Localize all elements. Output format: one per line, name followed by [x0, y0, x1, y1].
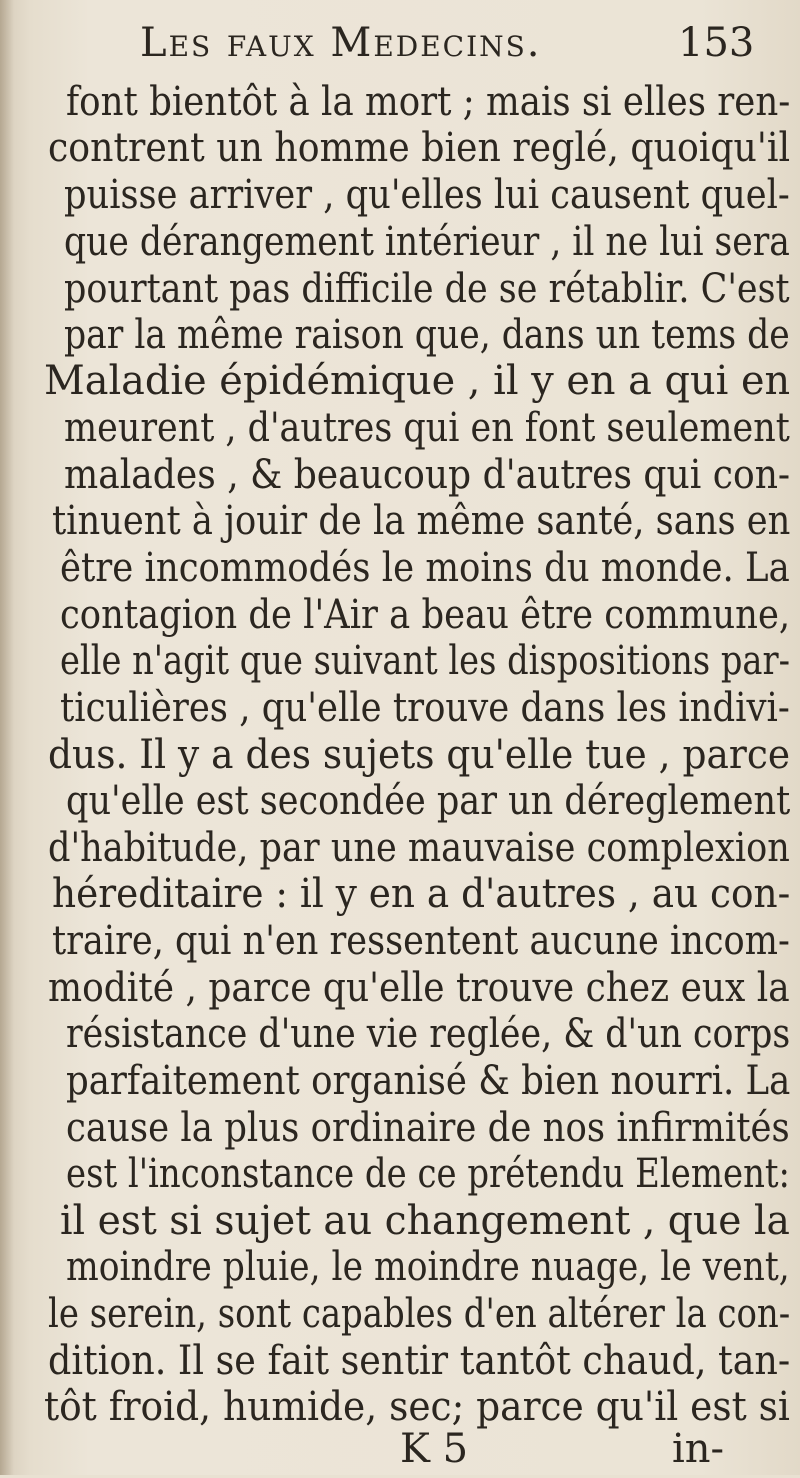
text-line: parfaitement organisé & bien nourri. La [66, 1058, 791, 1104]
text-line: héreditaire : il y en a d'autres , au con- [52, 871, 791, 917]
text-line: est l'inconstance de ce prétendu Element: [66, 1151, 790, 1197]
text-line: pourtant pas difficile de se rétablir. C'est [64, 266, 790, 312]
text-line: modité , parce qu'elle trouve chez eux la [48, 965, 790, 1011]
text-line: il est si sujet au changement , que la [60, 1198, 790, 1244]
text-line: cause la plus ordinaire de nos infirmités [66, 1105, 790, 1151]
text-line: dition. Il se fait sentir tantôt chaud, tan- [48, 1338, 791, 1384]
text-line: contagion de l'Air a beau être commune, [60, 592, 791, 638]
text-line: contrent un homme bien reglé, quoiqu'il [48, 125, 791, 171]
text-line: puisse arriver , qu'elles lui causent quel- [64, 172, 790, 218]
text-line: résistance d'une vie reglée, & d'un corps [66, 1011, 791, 1057]
running-head-title: Les faux Medecins. [140, 20, 542, 66]
text-line: ticulières , qu'elle trouve dans les indivi- [60, 685, 790, 731]
text-line: dus. Il y a des sujets qu'elle tue , parce [48, 732, 791, 778]
text-line: moindre pluie, le moindre nuage, le vent, [66, 1244, 790, 1290]
text-line: meurent , d'autres qui en font seulement [64, 405, 790, 451]
text-line: Maladie épidémique , il y en a qui en [44, 358, 791, 404]
page-number: 153 [678, 20, 755, 66]
text-line: qu'elle est secondée par un déreglement [66, 778, 791, 824]
text-line: par la même raison que, dans un tems de [64, 312, 790, 358]
text-line: être incommodés le moins du monde. La [60, 545, 790, 591]
text-line: traire, qui n'en ressentent aucune incom- [52, 918, 790, 964]
text-line: que dérangement intérieur , il ne lui sera [64, 219, 790, 265]
text-line: tinuent à jouir de la même santé, sans en [52, 498, 791, 544]
text-line: elle n'agit que suivant les dispositions par- [60, 638, 790, 684]
text-line: tôt froid, humide, sec; parce qu'il est si [44, 1384, 790, 1430]
text-line: malades , & beaucoup d'autres qui con- [64, 452, 791, 498]
text-line: d'habitude, par une mauvaise complexion [48, 825, 790, 871]
page-footer [0, 1426, 800, 1478]
text-line: le serein, sont capables d'en altérer la con- [48, 1291, 791, 1337]
signature-mark: K 5 [400, 1426, 469, 1472]
text-line: font bientôt à la mort ; mais si elles ren- [66, 79, 791, 125]
catchword: in- [672, 1426, 725, 1472]
